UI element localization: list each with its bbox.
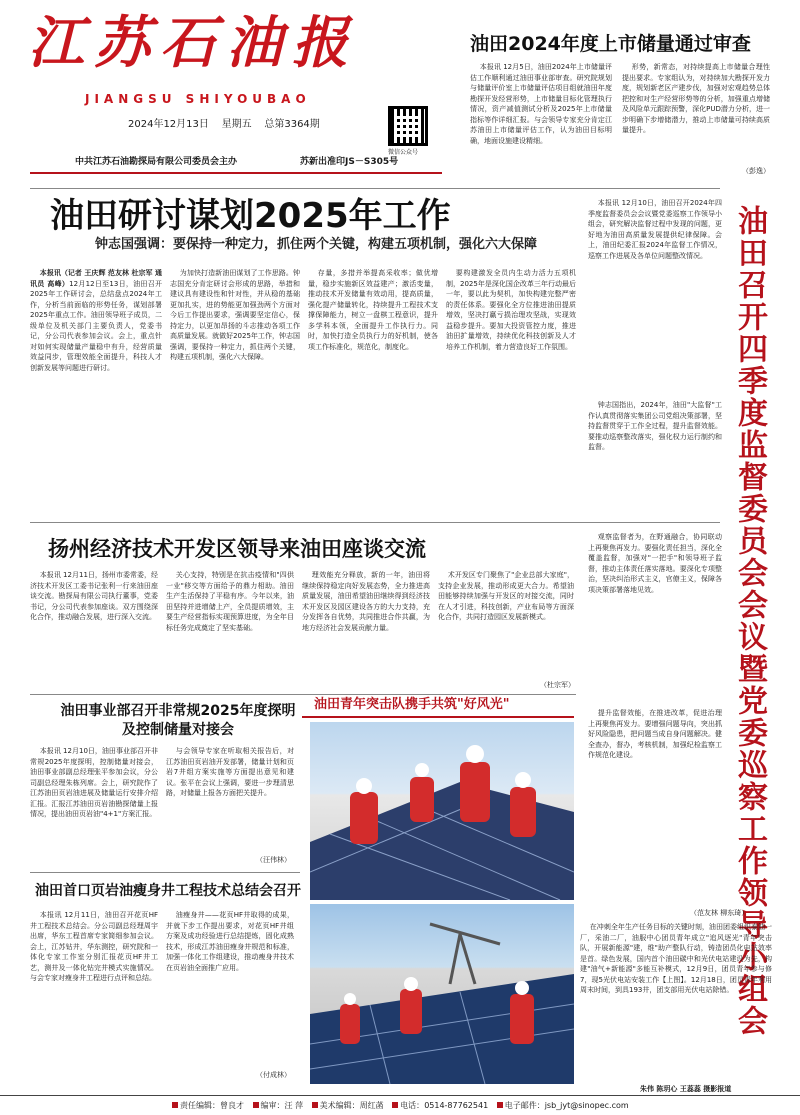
lead-article-title: 油田研讨谋划2025年工作 — [50, 196, 451, 236]
lead-article-col4: 要构建激发全员内生动力活力五项机制，2025年是深化国企改革三年行动最后一年，要以此为契机，加快构建完整严密的责任体系。要强化全方位推进油田提质增效，坚决打赢亏损治理攻坚战，实现效益稳步提升。要加大投资管控力度，推进油田扩量增效，持续优化科技创新及人才培养工作机制，着力营造良好工作氛围。 — [446, 269, 576, 351]
shouru-credit: （付成林） — [256, 1071, 291, 1079]
lead-article-col3: 存量，多措并举提高采收率；做优增量，稳步实施新区效益建产；激活变量，推动技术开发储量有效动用，提高质量，强化提产储量转化，持续提升工程技术支撑保障能力，树立一盘棋工程意识，提升多学科本领，全面提升工作执行力。同时，加快打造全员执行力的好机制，使各项工作标准化，规范化，制度化。 — [308, 269, 438, 351]
inspection-col4: 提升监督效能，在推进改革，促进治理上再聚焦再发力。要增强问题导向，突出抓好风险隐患，把问题当成自身问题解决。健全查办，督办，考核机制，加强纪检监察工作规范化建设。 — [588, 709, 722, 759]
footer-editorial: 编审：汪 萍 — [250, 1101, 303, 1111]
divider — [30, 872, 300, 873]
qr-code-icon — [388, 106, 428, 146]
top-article-title: 油田2024年度上市储量通过审查 — [470, 33, 751, 55]
yangzhou-credit: （杜宗军） — [540, 681, 575, 689]
top-article-col1: 本报讯 12月5日，油田2024年上市储量评估工作顺利通过油田事业部审查。研究院规划与储量评价室上市储量评估项目组就油田年度勘探开发经营形势，上市储量目标化管理执行情况，资产减值测试分析及2025年上市储量指标等作详细汇报。与会领导专家充分肯定江苏油田上市储量评估工作，认为油田目标明确，地面设施建设精细。 — [470, 63, 612, 145]
yangzhou-col3: 理效能充分释放，新的一年，油田将继续保持稳定向好发展态势，全力推进高质量发展，油田希望油田继续得到经济技术开发区及园区建设各方的大力支持，充分发挥各自优势，共同推进合作共赢，为地方经济社会发展贡献力量。 — [302, 571, 430, 632]
yangzhou-col1: 本报讯 12月11日，扬州市委常委，经济技术开发区工委书记张利一行来油田座谈交流。勘探局有限公司执行董事，党委书记，分公司代表参加座谈。双方围绕深化合作，推动融合发展，进行深入交流。 — [30, 571, 158, 621]
footer-phone: 电话：0514-87762541 — [390, 1101, 489, 1111]
lead-article-col1: 本报讯（记者 王庆辉 范友林 杜宗军 通讯员 高峰）12月12日至13日，油田召开2025年工作研讨会，总结盘点2024年工作，分析当前面临的形势任务，谋划部署2025年重点工作。油田领导班子成员，二级单位及机关部门主要负责人，党委书记，分公司代表参加会议。会上，重点针对如何实现储量产量稳中有升，经营质量效益同步，管理效能全面提升，科技人才创新发展等问题进行研讨。 — [30, 269, 162, 372]
storage-credit: （汪伟林） — [256, 856, 291, 864]
photo-station-maintenance — [310, 904, 574, 1084]
photo-credit: 朱伟 陈玥心 王蕊蕊 摄影报道 — [640, 1085, 732, 1093]
issue-number: 总第3364期 — [264, 119, 320, 130]
shouru-col1: 本报讯 12月11日，油田召开花页HF井工程技术总结会。分公司副总经理周宇出席，华东工程首席专家简细参加会议。会上，江苏钻井，华东测控，研究院和一体化专家工作室分别汇报花页HF井工艺，测井及一体化钻完井模式实施情况。与会专家对瘦身井工程进行点评和总结。 — [30, 911, 158, 982]
masthead-title: 江苏石油报 — [28, 10, 358, 76]
solar-panels-illustration — [310, 722, 574, 900]
masthead-rule — [30, 172, 442, 174]
photo-caption: 在冲刺全年生产任务目标的关键时刻，油田团委组织泰油一厂，采油二厂，油服中心团员青年成立"追风逐光"青年突击队，开展新能源"建，维"助产整队行动，铸造团员化电站效率是首。绿色发展，国内首个油田碳中和光伏电站建设为先，构建"油气+新能源"多能互补模式，12月9日，团员青年参与修7，现5光伏电站安装工作【上图】。12月18日，团员青年利用周末时间，到具193井，团支部用光伏电站除错。 — [580, 923, 772, 994]
page-footer — [0, 1095, 800, 1115]
publisher: 中共江苏石油勘探局有限公司委员会主办 — [75, 157, 238, 167]
publication-permit: 苏新出准印JS－S305号 — [300, 157, 399, 167]
top-article-col2: 形势，新常态，对持续提高上市储量合理性提出要求。专家组认为，对持续加大勘探开发力度，规划新老区产建步伐，加强对宏观趋势总体把控和对生产经营形势等的分析，加强重点增储及风险单元跟踪预警，深化PUD潜力分析，进一步明确下步增储潜力，推动上市储量可持续高质量提升。 — [622, 63, 770, 134]
divider — [30, 522, 720, 523]
inspection-article-title: 油田召开四季度监督委员会会议暨党委巡察工作领导小组会 — [732, 205, 767, 1037]
storage-col1: 本报讯 12月10日，油田事业部召开非常规2025年度探明，控制储量对接会，油田事业部副总经理张平参加会议，分公司副总经理朱栋列席。会上，研究院作了江苏油田页岩油进展及储量运行安排介绍汇报。汇报江苏油田页岩油勘探储量上报情况，提出油田页岩油"4+1"方案汇报。 — [30, 747, 158, 818]
divider — [30, 694, 576, 695]
issue-weekday: 星期五 — [221, 119, 252, 130]
masthead-pinyin: JIANGSU SHIYOUBAO — [85, 92, 311, 106]
storage-article-title: 油田事业部召开非常规2025年度探明及控制储量对接会 — [60, 703, 296, 738]
pumpjack-illustration — [310, 904, 574, 1084]
footer-art: 美术编辑：周红菡 — [309, 1101, 384, 1111]
inspection-col2: 钟志国指出，2024年，油田"大监督"工作认真贯彻落实集团公司党组决策部署，坚持监督贯穿于工作全过程，提升监督效能。要推动巡察整改落实，强化权力运行制约和监督。 — [588, 401, 722, 451]
storage-col2: 与会领导专家在听取相关报告后，对江苏油田页岩油开发部署，储量计划和页岩7井组方案实施等方面提出意见和建议。张平在会议上强调，要进一步理清思路，对储量上报各方面把关提升。 — [166, 747, 294, 797]
issue-date-row — [128, 120, 320, 130]
footer-email: 电子邮件：jsb_jyt@sinopec.com — [494, 1101, 629, 1111]
inspection-credit: （范友林 柳东琦） — [690, 909, 749, 917]
yangzhou-col4: 术开发区专门聚焦了"企业总部大家庭"，支持企业发展，推动形成更大合力。希望油田能够持续加强与开发区的对接交流，同时在人才引进，科技创新，产业布局等方面深化合作，共同打造园区发展新模式。 — [438, 571, 574, 621]
yangzhou-col2: 关心支持，特别是在抗击疫情和"四供一业"移交等方面给予的鼎力相助。油田生产生活保持了平稳有序。今年以来，油田坚持并进增储上产，全员提质增效，主要生产经营指标实现预算进度，为全年目标任务完成奠定了坚实基础。 — [166, 571, 294, 632]
photo-header — [302, 697, 574, 718]
photo-feature-title: 油田青年突击队携手共筑"好风光" — [314, 697, 510, 712]
top-article-credit: （彭逸） — [742, 167, 770, 175]
shouru-article-title: 油田首口页岩油瘦身井工程技术总结会召开 — [35, 883, 301, 899]
divider — [30, 188, 720, 189]
yangzhou-article-title: 扬州经济技术开发区领导来油田座谈交流 — [48, 537, 426, 561]
lead-article-col2: 为加快打造新油田谋划了工作思路。钟志国充分肯定研讨会形成的思路，举措和建议具有建设性和针对性，并从稳的基础更加扎实，进的势能更加强劲两个方面对今后工作提出要求，强调要坚定信心，保持定力，以更加昂扬的斗志推动各项工作高质量发展。就做好2025年工作，钟志国强调，要保持一种定力，抓住两个关键，构建五项机制，强化六大保障。 — [170, 269, 300, 361]
inspection-col3: 观察监督者为，在野通融合，协同联动上再聚焦再发力。要强化责任担当，深化全覆盖监督，加强对"一把手"和领导班子监督，推动主体责任落实落地。要深化专项整治，坚决纠治形式主义，官僚主义，保障各项决策部署落地见效。 — [588, 533, 722, 594]
inspection-col1: 本报讯 12月10日，油田召开2024年四季度监督委员会会议暨党委巡察工作领导小组会，研究解决监督过程中发现的问题，更好地为油田高质量发展提供纪律保障。会上，油田纪委汇报2024年监督工作情况，巡察工作进展及各单位问题整改情况。 — [588, 199, 722, 260]
shouru-col2: 油瘦身井——花页HF井取得的成果，并就下步工作提出要求，对花页HF井组方案及成功经验进行总结提炼，固化成熟技术，形成江苏油田瘦身井规范和标准，加强一体化工作组建设，推动瘦身井技术在页岩油全面推广应用。 — [166, 911, 294, 972]
issue-date: 2024年12月13日 — [128, 119, 209, 130]
footer-editor: 责任编辑：曾良才 — [172, 1101, 244, 1111]
photo-solar-crew — [310, 722, 574, 900]
lead-article-subtitle: 钟志国强调：要保持一种定力，抓住两个关键，构建五项机制，强化六大保障 — [95, 237, 538, 252]
qr-label: 微信公众号 — [388, 149, 419, 156]
